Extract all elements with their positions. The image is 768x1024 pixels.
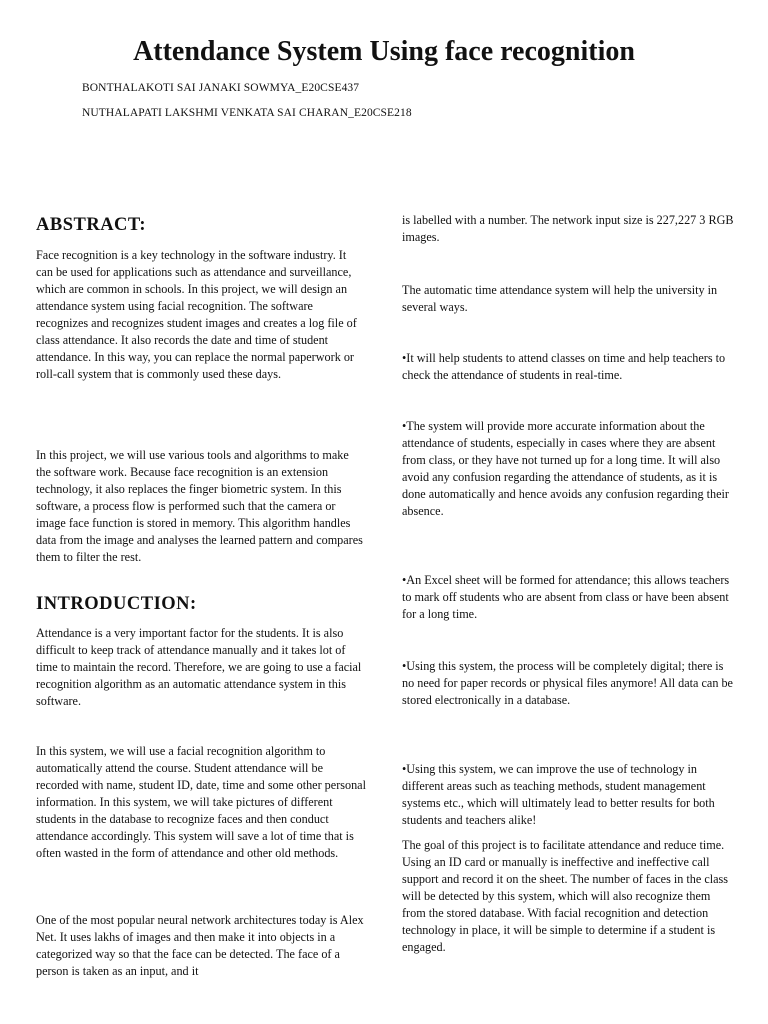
- abstract-paragraph-2: In this project, we will use various tools and algorithms to make the software work. Because face recognition is an extension technology, it also replaces the finger biometric system. In this software, a process flow is performed such that the camera or image face function is stored in memory. This algorithm handles data from the image and analyses the learned pattern and compares them to filter the rest.: [36, 448, 363, 564]
- abstract-paragraph-1: Face recognition is a key technology in the software industry. It can be used for applications such as attendance and surveillance, which are common in schools. In this project, we will design an attendance system using facial recognition. The software recognizes and recognizes student images and creates a log file of class attendance. It also records the date and time of student attendance. In this way, you can replace the normal paperwork or roll-call system that is commonly used these days.: [36, 248, 357, 381]
- paper-title: Attendance System Using face recognition: [133, 36, 635, 67]
- right-paragraph-2: The automatic time attendance system will help the university in several ways.: [402, 283, 718, 314]
- introduction-paragraph-3: One of the most popular neural network architectures today is Alex Net. It uses lakhs of images and then make it into objects in a categorized way so that the face can be detected. The face of a person is taken as an input, and it: [36, 913, 364, 978]
- bullet-improve-technology: •Using this system, we can improve the use of technology in different areas such as teaching methods, student management systems etc., which will ultimately lead to better results for both students and teachers alike!: [402, 762, 715, 827]
- goal-paragraph: The goal of this project is to facilitate attendance and reduce time. Using an ID card or manually is ineffective and ineffective call support and record it on the sheet. The number of faces in the class will be detected by this system, which will also recognize them from the stored database. With facial recognition and detection technology in place, it will be simple to determine if a student is engaged.: [402, 838, 729, 954]
- right-paragraph-1: is labelled with a number. The network input size is 227,227 3 RGB images.: [402, 213, 734, 244]
- bullet-completely-digital: •Using this system, the process will be completely digital; there is no need for paper records or physical files anymore! All data can be stored electronically in a database.: [402, 659, 733, 707]
- bullet-accurate-information: •The system will provide more accurate information about the attendance of students, especially in cases where they are absent from class, or they have not turned up for a long time. It will also avoid any confusion regarding the attendance of students, as it is done automatically and hence avoids any confusion regarding their absence.: [402, 419, 729, 518]
- author-2: NUTHALAPATI LAKSHMI VENKATA SAI CHARAN_E20CSE218: [82, 107, 412, 119]
- introduction-paragraph-1: Attendance is a very important factor for the students. It is also difficult to keep track of attendance manually and it takes lot of time to maintain the record. Therefore, we are going to use a facial recognition algorithm as an automatic attendance system in this software.: [36, 626, 362, 708]
- abstract-heading: ABSTRACT:: [36, 215, 147, 235]
- author-1: BONTHALAKOTI SAI JANAKI SOWMYA_E20CSE437: [82, 82, 360, 94]
- introduction-heading: INTRODUCTION:: [36, 594, 197, 614]
- bullet-students-on-time: •It will help students to attend classes on time and help teachers to check the attendance of students in real-time.: [402, 351, 726, 382]
- introduction-paragraph-2: In this system, we will use a facial recognition algorithm to automatically attend the course. Student attendance will be recorded with name, student ID, date, time and some other personal information. In this system, we will take pictures of different students in the database to recognize faces and then conduct attendance accordingly. This system will save a lot of time that is often wasted in the form of attendance and other old methods.: [36, 744, 366, 860]
- bullet-excel-sheet: •An Excel sheet will be formed for attendance; this allows teachers to mark off students who are absent from class or have been absent for a long time.: [402, 573, 730, 621]
